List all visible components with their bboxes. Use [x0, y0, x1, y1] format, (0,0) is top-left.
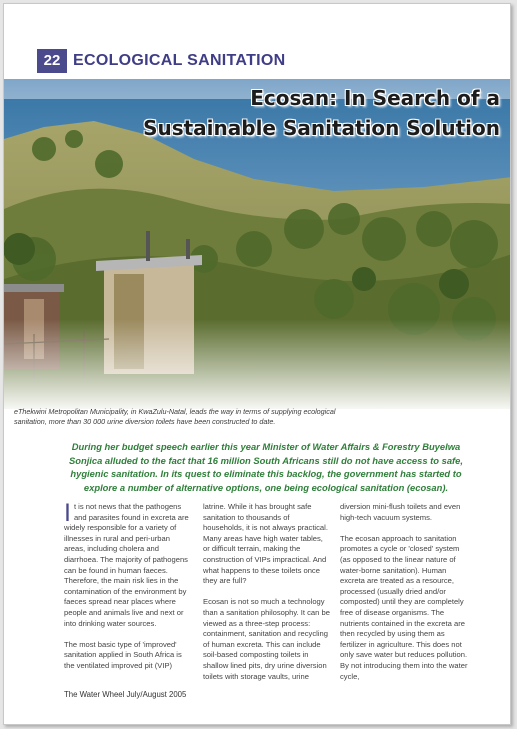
- headline-line-1: Ecosan: In Search of a: [250, 86, 500, 110]
- body-column-2: [203, 502, 331, 693]
- body-paragraph: diversion mini-flush toilets and even high-tech vacuum systems.: [340, 502, 461, 522]
- body-text: t is not news that the pathogens and parasites found in excreta are widely responsible for a variety of illnesses in rural and peri-urban areas, including cholera and diarrhoea. The majority of pathogens can be found in human faeces. Therefore, the main risk lies in the contamination of the environment by faeces spread near places where people and animals live and next or into drinking water sources.: [64, 502, 189, 628]
- body-column-1: [64, 499, 192, 682]
- page-header: [37, 49, 286, 73]
- page-footer: The Water Wheel July/August 2005: [64, 690, 187, 699]
- intro-paragraph: During her budget speech earlier this year Minister of Water Affairs & Forestry Buyelwa Sonjica alluded to the fact that 16 million South Africans still do not have access to safe, hygienic sanitation. In its quest to eliminate this backlog, the government has started to explore a number of alternative options, one being ecological sanitation (ecosan).: [68, 441, 463, 493]
- photo-caption: eThekwini Metropolitan Municipality, in KwaZulu-Natal, leads the way in terms of supplying ecological sanitation, more than 30 000 urine diversion toilets have been constructed to date.: [14, 407, 336, 426]
- body-paragraph: [64, 499, 192, 629]
- article-headline: [143, 83, 500, 143]
- section-title: ECOLOGICAL SANITATION: [73, 52, 286, 69]
- page-number: 22: [37, 49, 67, 73]
- body-column-3: [340, 502, 468, 693]
- body-paragraph: latrine. While it has brought safe sanitation to thousands of households, it is not always practical. Many areas have high water tables, or difficult terrain, making the construction of VIPs impractical. And what happens to these toilets once they are full?: [203, 502, 328, 586]
- drop-cap: I: [64, 499, 71, 527]
- magazine-page: [3, 3, 511, 725]
- body-paragraph: The ecosan approach to sanitation promotes a cycle or 'closed' system (as opposed to the linear nature of water-borne sanitation). Human excreta are treated as a resource, processed (usually dried and/or composted) until they are completely free of disease organisms. The nutrients contained in the excreta are then recycled by using them as fertilizer in agriculture. This does not only save water but reduces pollution. By not introducing them into the water cycle,: [340, 533, 468, 681]
- body-paragraph: The most basic type of 'improved' sanitation applied in South Africa is the ventilated improved pit (VIP): [64, 639, 182, 670]
- body-paragraph: Ecosan is not so much a technology than a sanitation philosophy. It can be viewed as a three-step process: containment, sanitation and recycling of human excreta. This can include soil-based composting toilets in shallow lined pits, dry urine diversion toilets with storage vaults, urine: [203, 597, 330, 681]
- headline-line-2: Sustainable Sanitation Solution: [143, 116, 500, 140]
